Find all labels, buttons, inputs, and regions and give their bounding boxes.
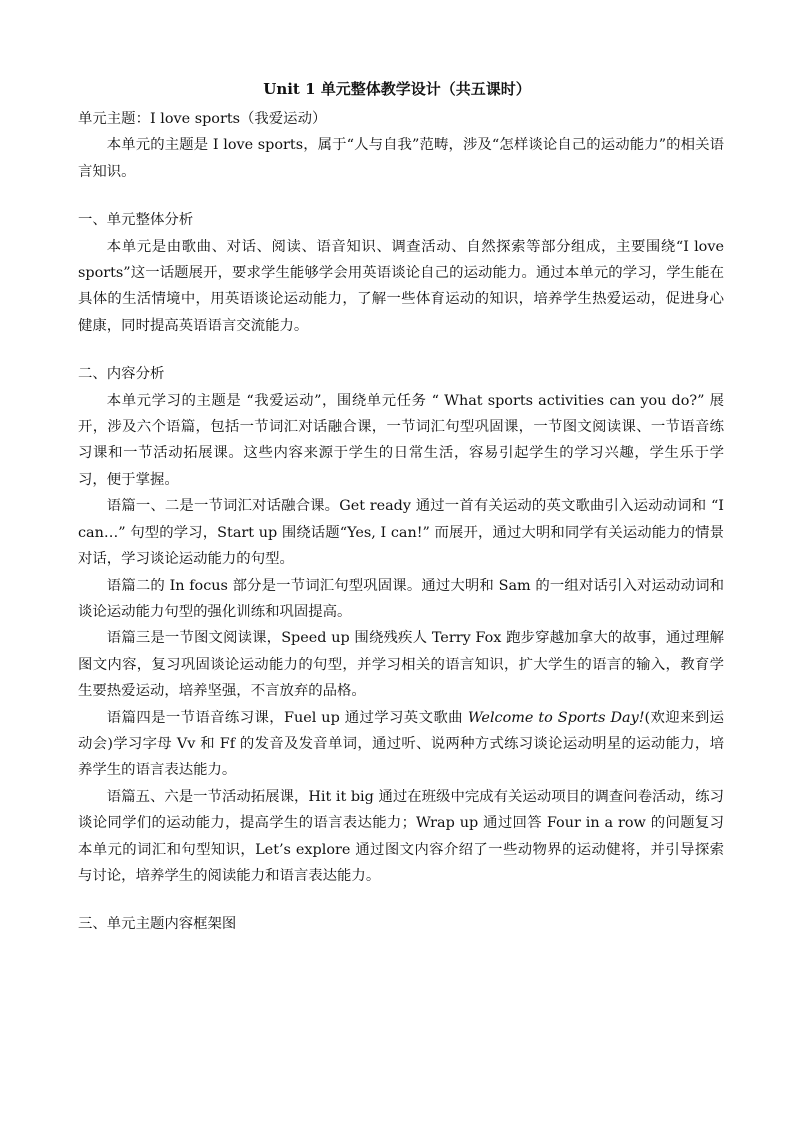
unit-theme-line: 单元主题：I love sports（我爱运动） (78, 111, 327, 127)
content-analysis-paragraph-4: 语篇三是一节图文阅读课，Speed up 围绕残疾人 Terry Fox 跑步穿越加拿大的故事，通过理解图文内容，复习巩固谈论运动能力的句型，并学习相关的语言知识，扩大学生的语言的输入，教育学生要热爱运动，培养坚强，不言放弃的品格。 (78, 630, 724, 700)
content-analysis-paragraph-3: 语篇二的 In focus 部分是一节词汇句型巩固课。通过大明和 Sam 的一组对话引入对运动动词和谈论运动能力句型的强化训练和巩固提高。 (78, 577, 724, 620)
content-analysis-paragraph-6: 语篇五、六是一节活动拓展课，Hit it big 通过在班级中完成有关运动项目的调查问卷活动，练习谈论同学们的运动能力，提高学生的语言表达能力；Wrap up 通过回答 Four in a row 的问题复习本单元的词汇和句型知识，Let’s explore 通过图文内容介绍了一些动物界的运动健将，并引导探索与讨论，培养学生的阅读能力和语言表达能力。 (78, 788, 724, 884)
paragraph-5-start: 语篇四是一节语音练习课，Fuel up 通过学习英文歌曲 (106, 709, 468, 726)
document-body (78, 106, 724, 938)
intro-paragraph: 本单元的主题是 I love sports，属于“人与自我”范畴，涉及“怎样谈论自己的运动能力”的相关语言知识。 (78, 137, 724, 180)
overall-analysis-paragraph: 本单元是由歌曲、对话、阅读、语音知识、调查活动、自然探索等部分组成，主要围绕“I love sports”这一话题展开，要求学生能够学会用英语谈论自己的运动能力。通过本单元的学习，学生能在具体的生活情境中，用英语谈论运动能力，了解一些体育运动的知识，培养学生热爱运动，促进身心健康，同时提高英语语言交流能力。 (78, 238, 724, 334)
section-heading-overall-analysis: 一、单元整体分析 (78, 212, 194, 229)
song-title-italic: Welcome to Sports Day! (467, 709, 645, 726)
section-heading-content-analysis: 二、内容分析 (78, 366, 165, 383)
document-title: Unit 1 单元整体教学设计（共五课时） (263, 80, 531, 98)
content-analysis-paragraph-5 (78, 705, 724, 784)
content-analysis-paragraph-1: 本单元学习的主题是 “我爱运动”，围绕单元任务 “ What sports activities can you do?” 展开，涉及六个语篇，包括一节词汇对话融合课，一节词汇句型巩固课，一节图文阅读课、一节语音练习课和一节活动拓展课。这些内容来源于学生的日常生活，容易引起学生的学习兴趣，学生乐于学习，便于掌握。 (78, 392, 724, 488)
content-analysis-paragraph-2: 语篇一、二是一节词汇对话融合课。Get ready 通过一首有关运动的英文歌曲引入运动动词和 “I can…” 句型的学习，Start up 围绕话题“Yes, I can!” 而展开，通过大明和同学有关运动能力的情景对话，学习谈论运动能力的句型。 (78, 498, 724, 568)
paragraph-5-end: (欢迎来到运动会)学习字母 Vv 和 Ff 的发音及发音单词，通过听、说两种方式练习谈论运动明星的运动能力，培养学生的语言表达能力。 (78, 709, 724, 779)
section-heading-framework: 三、单元主题内容框架图 (78, 916, 237, 933)
